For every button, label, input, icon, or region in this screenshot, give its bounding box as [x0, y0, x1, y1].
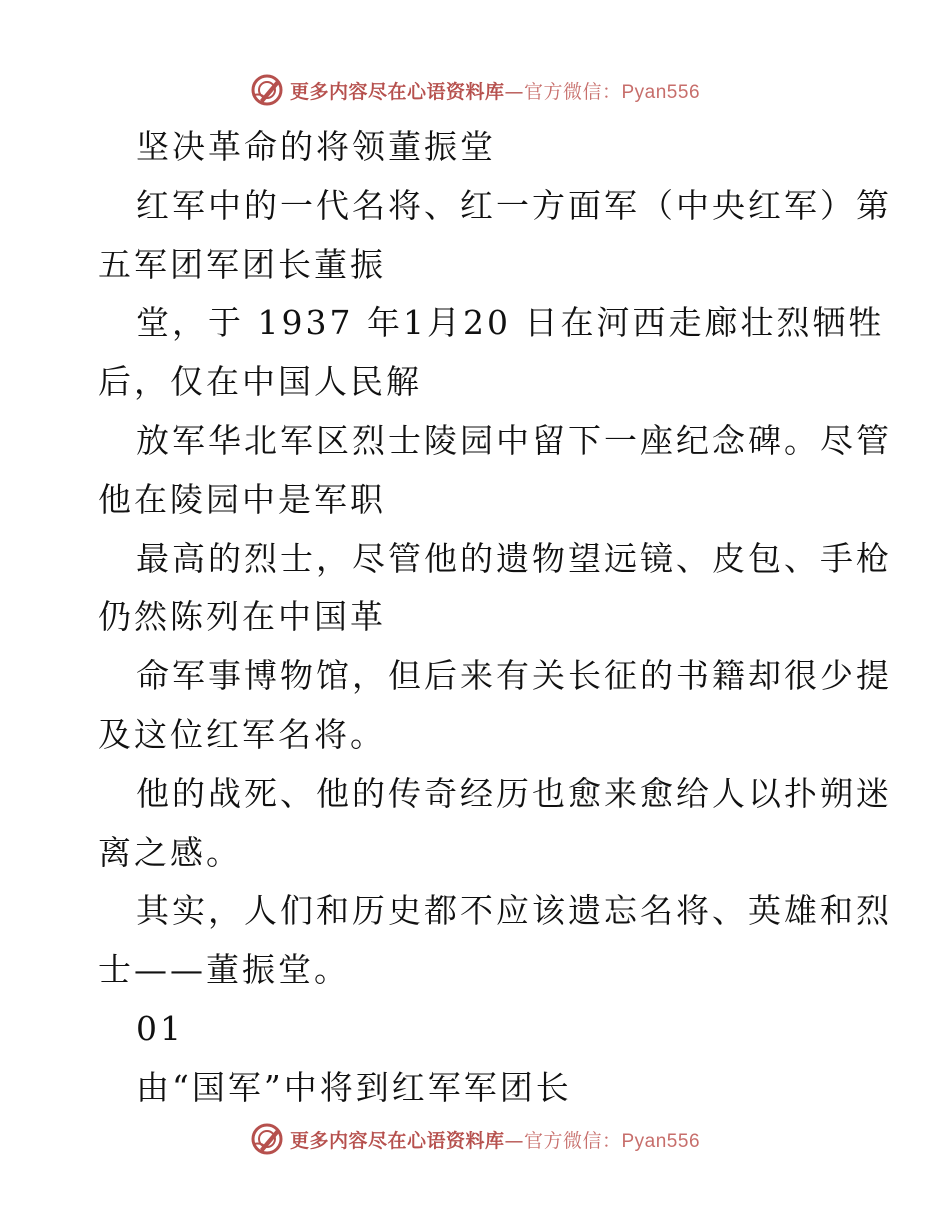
text-line: 坚决革命的将领董振堂 — [136, 127, 496, 166]
banner-text — [290, 1126, 700, 1153]
document-body — [98, 118, 892, 1118]
banner-wechat-id: Pyan556 — [621, 81, 701, 103]
banner-sub-text: 官方微信： — [523, 80, 622, 103]
banner-main-text: 更多内容尽在心语资料库 — [289, 80, 505, 103]
header-banner — [0, 70, 950, 110]
banner-separator: — — [504, 1129, 524, 1152]
text-line: 其实，人们和历史都不应该遗忘名将、英雄和烈 — [136, 891, 892, 931]
text-line: 仍然陈列在中国革 — [98, 597, 386, 637]
section-heading: 由“国军”中将到红军军团长 — [136, 1067, 572, 1107]
text-line: 放军华北军区烈士陵园中留下一座纪念碑。尽管 — [136, 420, 892, 460]
banner-wechat-id: Pyan556 — [621, 1130, 701, 1152]
footer-banner — [0, 1119, 950, 1159]
text-line: 堂，于 1937 年1月20 日在河西走廊壮烈牺牲 — [136, 303, 885, 343]
text-line: 命军事博物馆，但后来有关长征的书籍却很少提 — [136, 656, 892, 696]
text-line: 他的战死、他的传奇经历也愈来愈给人以扑朔迷 — [136, 773, 892, 813]
text-line: 最高的烈士，尽管他的遗物望远镜、皮包、手枪 — [136, 538, 892, 578]
text-line: 红军中的一代名将、红一方面军（中央红军）第 — [136, 185, 892, 225]
section-number: 01 — [136, 1008, 184, 1048]
text-line: 他在陵园中是军职 — [98, 479, 386, 519]
pen-logo-icon — [250, 1122, 284, 1156]
banner-text — [290, 77, 700, 104]
text-line: 士——董振堂。 — [98, 950, 350, 990]
text-line: 后，仅在中国人民解 — [98, 362, 422, 402]
banner-main-text: 更多内容尽在心语资料库 — [289, 1129, 505, 1152]
banner-sub-text: 官方微信： — [523, 1129, 622, 1152]
banner-separator: — — [504, 80, 524, 103]
header-banner-inner — [250, 73, 700, 107]
text-line: 及这位红军名将。 — [98, 714, 386, 754]
pen-logo-icon — [250, 73, 284, 107]
text-line: 离之感。 — [98, 832, 242, 872]
text-line: 五军团军团长董振 — [98, 244, 386, 284]
footer-banner-inner — [250, 1122, 700, 1156]
